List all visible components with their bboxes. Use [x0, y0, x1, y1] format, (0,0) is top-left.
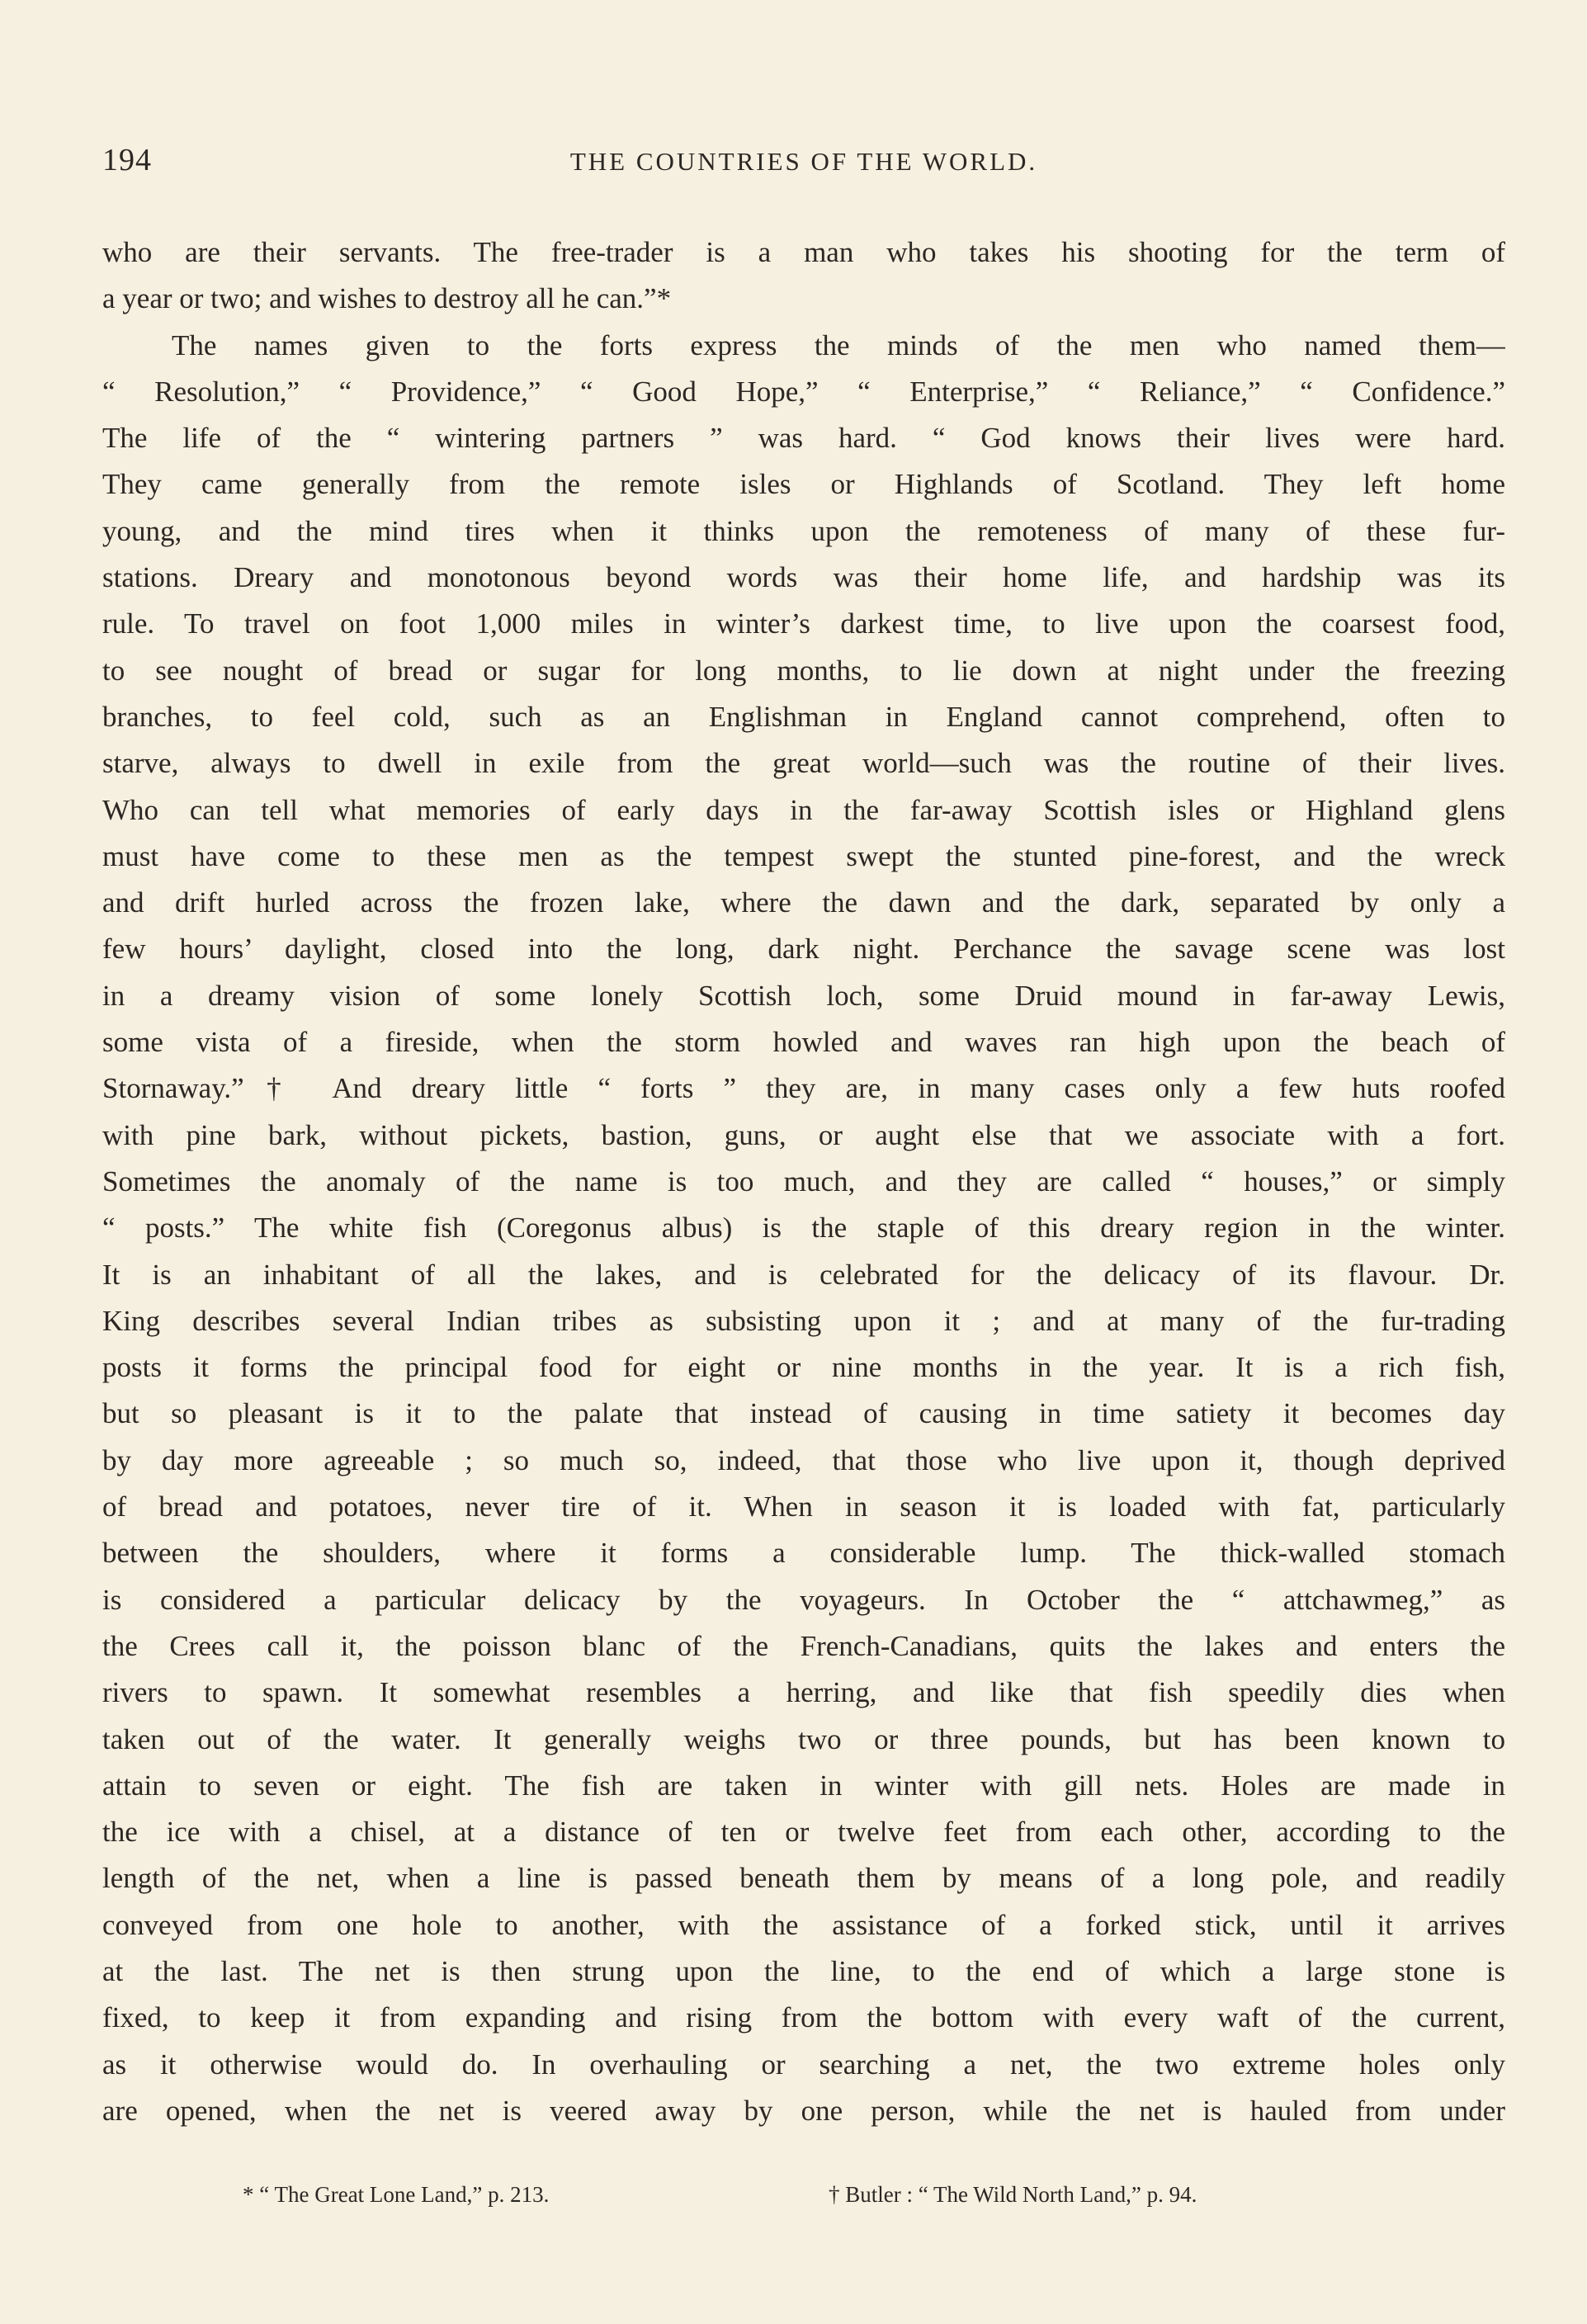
text-line: with pine bark, without pickets, bastion, guns, or aught else that we associate with a fort. [102, 1118, 1505, 1151]
page-number: 194 [102, 143, 152, 177]
text-line: They came generally from the remote isles or Highlands of Scotland. They left home [102, 468, 1505, 501]
text-line: of bread and potatoes, never tire of it. When in season it is loaded with fat, particularly [102, 1490, 1505, 1523]
text-line: The names given to the forts express the minds of the men who named them— [172, 328, 1505, 361]
text-line: and drift hurled across the frozen lake, where the dawn and the dark, separated by only a [102, 886, 1505, 919]
text-line: by day more agreeable ; so much so, indeed, that those who live upon it, though deprived [102, 1443, 1505, 1476]
text-line: conveyed from one hole to another, with the assistance of a forked stick, until it arrives [102, 1908, 1505, 1941]
body-text [102, 229, 1505, 2134]
text-line: taken out of the water. It generally weighs two or three pounds, but has been known to [102, 1722, 1505, 1755]
text-line: starve, always to dwell in exile from the great world—such was the routine of their lives. [102, 747, 1505, 780]
text-line: as it otherwise would do. In overhauling or searching a net, the two extreme holes only [102, 2048, 1505, 2081]
text-line: is considered a particular delicacy by the voyageurs. In October the “ attchawmeg,” as [102, 1583, 1505, 1616]
text-line: King describes several Indian tribes as subsisting upon it ; and at many of the fur-trading [102, 1304, 1505, 1337]
footnote-second: † Butler : “ The Wild North Land,” p. 94. [829, 2182, 1197, 2207]
text-line: the ice with a chisel, at a distance of ten or twelve feet from each other, according to the [102, 1816, 1505, 1849]
running-head [102, 142, 1505, 191]
text-line: at the last. The net is then strung upon the line, to the end of which a large stone is [102, 1954, 1505, 1987]
text-line: fixed, to keep it from expanding and rising from the bottom with every waft of the current, [102, 2001, 1505, 2034]
footnotes [102, 2182, 1505, 2223]
text-line: some vista of a fireside, when the storm howled and waves ran high upon the beach of [102, 1026, 1505, 1059]
text-line: It is an inhabitant of all the lakes, and is celebrated for the delicacy of its flavour. Dr. [102, 1258, 1505, 1291]
text-line: must have come to these men as the tempest swept the stunted pine-forest, and the wreck [102, 839, 1505, 872]
text-line: between the shoulders, where it forms a considerable lump. The thick-walled stomach [102, 1537, 1505, 1570]
text-line: length of the net, when a line is passed beneath them by means of a long pole, and readily [102, 1862, 1505, 1895]
text-line: Sometimes the anomaly of the name is too much, and they are called “ houses,” or simply [102, 1164, 1505, 1197]
text-line: stations. Dreary and monotonous beyond words was their home life, and hardship was its [102, 561, 1505, 594]
text-line: who are their servants. The free-trader is a man who takes his shooting for the term of [102, 236, 1505, 268]
text-line: young, and the mind tires when it thinks upon the remoteness of many of these fur- [102, 514, 1505, 547]
text-line: but so pleasant is it to the palate that instead of causing in time satiety it becomes day [102, 1397, 1505, 1430]
text-line: few hours’ daylight, closed into the long, dark night. Perchance the savage scene was lost [102, 933, 1505, 966]
text-line: in a dreamy vision of some lonely Scottish loch, some Druid mound in far-away Lewis, [102, 979, 1505, 1012]
text-line: are opened, when the net is veered away by one person, while the net is hauled from under [102, 2094, 1505, 2127]
text-line: Stornaway.”† And dreary little “ forts ” they are, in many cases only a few huts roofed [102, 1072, 1505, 1105]
text-line: The life of the “ wintering partners ” was hard. “ God knows their lives were hard. [102, 422, 1505, 455]
text-line: “ posts.” The white fish (Coregonus albus) is the staple of this dreary region in the winter. [102, 1212, 1505, 1245]
text-line: posts it forms the principal food for eight or nine months in the year. It is a rich fish, [102, 1351, 1505, 1384]
footnote-first: * “ The Great Lone Land,” p. 213. [243, 2182, 550, 2207]
running-title: THE COUNTRIES OF THE WORLD. [569, 147, 1038, 176]
text-line: “ Resolution,” “ Providence,” “ Good Hope,” “ Enterprise,” “ Reliance,” “ Confidence.” [102, 375, 1505, 408]
text-line: a year or two; and wishes to destroy all he can.”* [102, 282, 672, 315]
text-line: rule. To travel on foot 1,000 miles in winter’s darkest time, to live upon the coarsest food, [102, 607, 1505, 640]
text-line: branches, to feel cold, such as an Englishman in England cannot comprehend, often to [102, 700, 1505, 733]
text-line: Who can tell what memories of early days in the far-away Scottish isles or Highland glens [102, 793, 1505, 826]
text-line: to see nought of bread or sugar for long months, to lie down at night under the freezing [102, 654, 1505, 687]
text-line: attain to seven or eight. The fish are taken in winter with gill nets. Holes are made in [102, 1769, 1505, 1802]
text-line: the Crees call it, the poisson blanc of the French-Canadians, quits the lakes and enters the [102, 1629, 1505, 1662]
text-line: rivers to spawn. It somewhat resembles a herring, and like that fish speedily dies when [102, 1676, 1505, 1709]
